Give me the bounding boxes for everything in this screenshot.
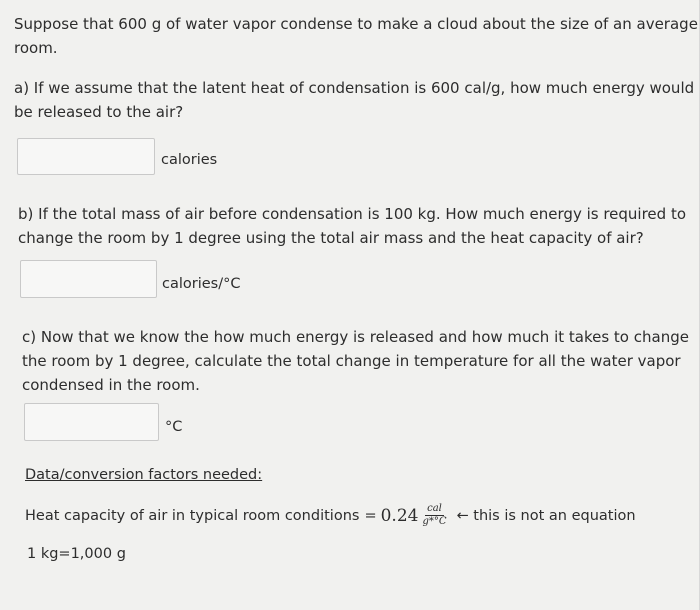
data-heading: Data/conversion factors needed: — [25, 467, 263, 483]
conversion-factor: 1 kg=1,000 g — [27, 546, 126, 562]
unit-numerator: cal — [427, 503, 442, 514]
part-c-line-3: condensed in the room. — [22, 376, 200, 394]
part-c-unit: °C — [165, 419, 183, 435]
intro-line-1: Suppose that 600 g of water vapor condense to make a cloud about the size of an average — [14, 15, 698, 33]
intro-line-2: room. — [14, 39, 58, 57]
part-a-line-2: be released to the air? — [14, 103, 184, 121]
part-a-question — [14, 76, 694, 124]
part-a-line-1: a) If we assume that the latent heat of condensation is 600 cal/g, how much energy would — [14, 79, 695, 97]
intro-text — [14, 12, 698, 60]
part-b-answer-input[interactable] — [20, 260, 157, 298]
part-c-answer-input[interactable] — [24, 403, 159, 441]
part-b-line-1: b) If the total mass of air before condensation is 100 kg. How much energy is required to — [18, 205, 687, 223]
heat-capacity-label: Heat capacity of air in typical room conditions — [25, 507, 360, 524]
heat-capacity-line — [25, 503, 636, 528]
part-c-line-2: the room by 1 degree, calculate the total change in temperature for all the water vapor — [22, 352, 681, 370]
not-equation-note: ← this is not an equation — [456, 507, 636, 524]
part-a-answer-input[interactable] — [17, 138, 155, 175]
equals-sign: = — [364, 507, 377, 524]
part-c-question — [22, 325, 689, 397]
part-c-line-1: c) Now that we know the how much energy is released and how much it takes to change — [22, 328, 689, 346]
part-a-unit: calories — [161, 152, 218, 168]
heat-capacity-value: 0.24 — [380, 505, 419, 526]
unit-denominator: g*°C — [422, 516, 447, 527]
part-b-unit: calories/°C — [162, 276, 241, 292]
part-b-line-2: change the room by 1 degree using the total air mass and the heat capacity of air? — [18, 229, 644, 247]
heat-capacity-unit-fraction — [420, 503, 448, 528]
heat-capacity-formula — [381, 503, 449, 528]
part-b-question — [18, 202, 686, 250]
